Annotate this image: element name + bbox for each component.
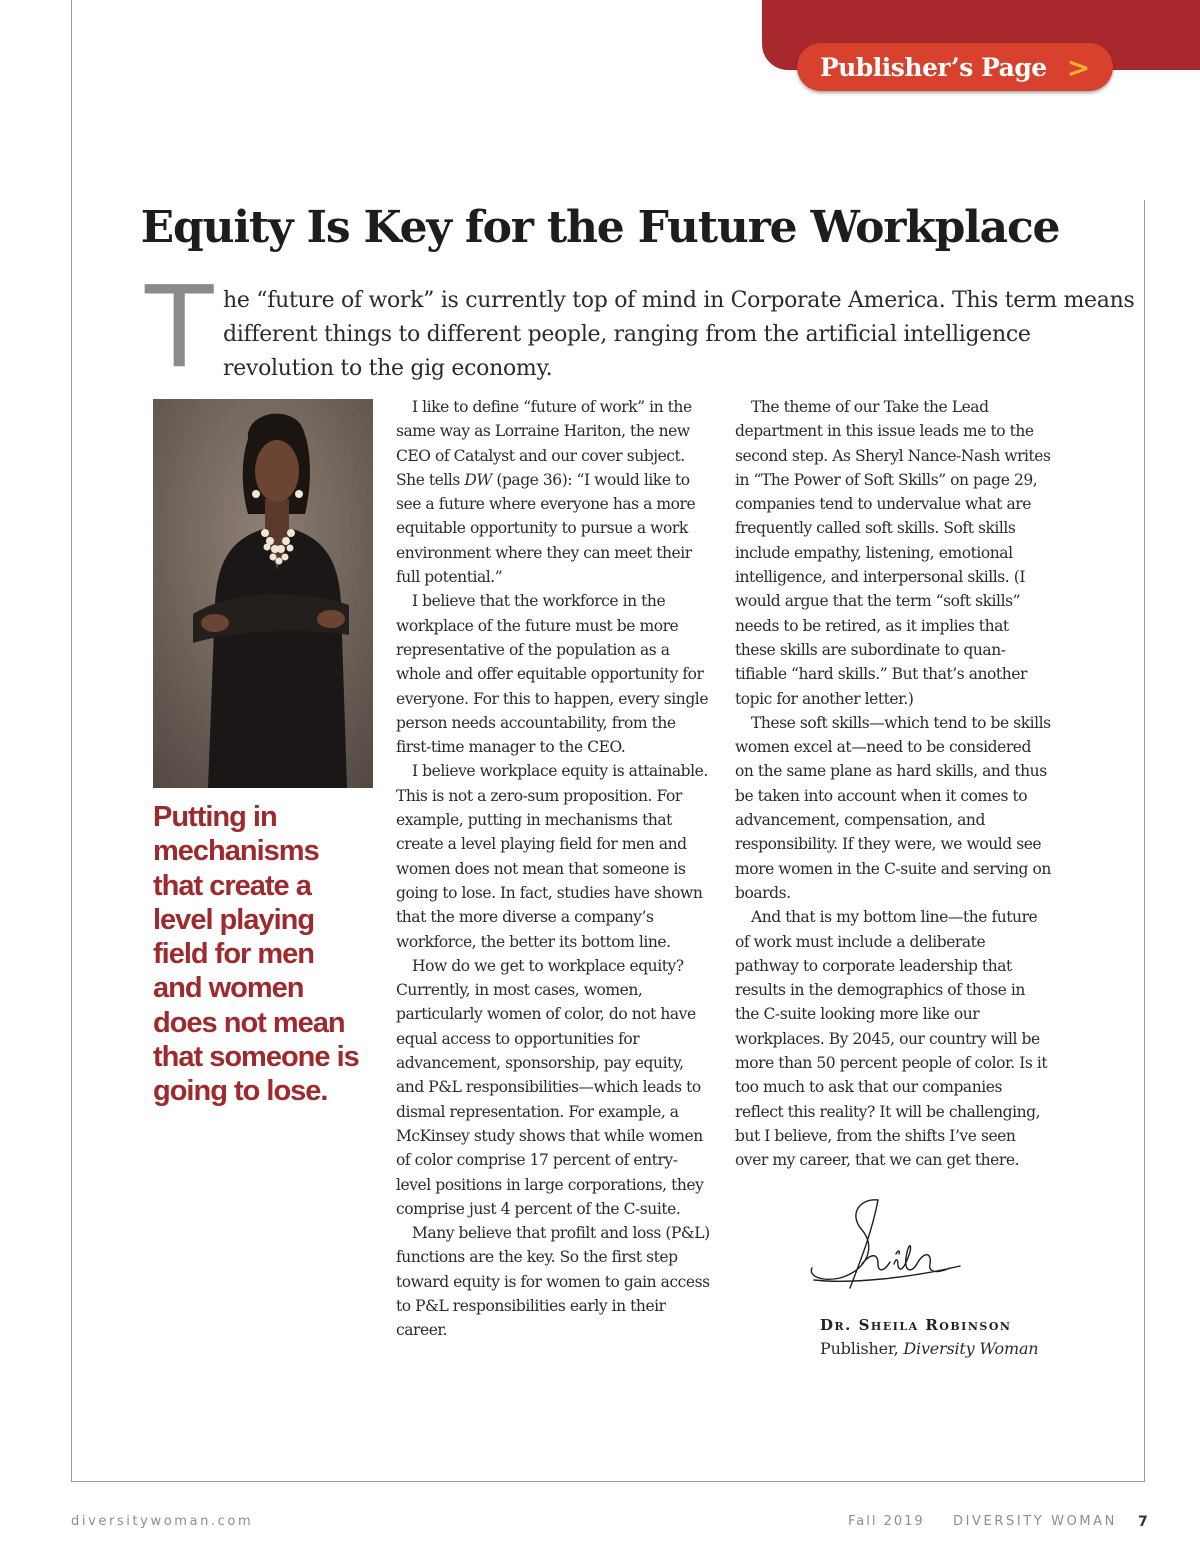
- portrait-illustration: [153, 399, 373, 788]
- article-paragraph: And that is my bottom line—the future of work must include a deliberate pathway to corporate leadership that results in the demographics of those in the C-suite looking more like our workplaces. By 2045, our country will be more than 50 percent people of color. Is it too much to ask that our companies reflect this reality? It will be challenging, but I believe, from the shifts I’ve seen over my career, that we can get there.: [735, 908, 1048, 1170]
- article-headline: Equity Is Key for the Future Workplace: [140, 202, 1060, 253]
- article-paragraph: These soft skills—which tend to be skills women excel at—need to be considered on the same plane as hard skills, and thus be taken into account when it comes to advancement, compensation, and responsibility. If they were, we would see more women in the C-suite and serving on boards.: [735, 713, 1051, 902]
- publisher-photo: [153, 399, 373, 788]
- page-frame-bottom-rule: [71, 1481, 1145, 1482]
- footer-magazine-name: DIVERSITY WOMAN: [953, 1514, 1118, 1529]
- signatory-title: Publisher, Diversity Woman: [820, 1339, 1039, 1358]
- publication-abbreviation: DW: [464, 470, 492, 489]
- chevron-right-icon: >: [1066, 50, 1091, 84]
- article-paragraph: The theme of our Take the Lead department in this issue leads me to the second step. As Sheryl Nance-Nash writes in “The Power of Soft Skills” on page 29, companies tend to undervalue what are frequently called soft skills. Soft skills include empathy, listening, emotional intelligence, and interpersonal skills. (I would argue that the term “soft skills” needs to be retired, as it implies that these skills are subordinate to quantifiable “hard skills.” But that’s another topic for another letter.): [735, 398, 1051, 708]
- section-tab-publishers-page[interactable]: [797, 43, 1113, 91]
- drop-cap: T: [145, 263, 214, 393]
- article-paragraph: How do we get to workplace equity? Currently, in most cases, women, particularly women of color, do not have equal access to opportunities for advancement, sponsorship, pay equity, and P&L responsibilities—which leads to dismal representation. For example, a McKinsey study shows that while women of color comprise 17 percent of entry-level positions in large corporations, they comprise just 4 percent of the C-suite.: [396, 956, 704, 1218]
- article-paragraph: Many believe that profilt and loss (P&L) functions are the key. So the first step toward equity is for women to gain access to P&L responsibilities early in their career.: [396, 1224, 710, 1340]
- article-lead: he “future of work” is currently top of mind in Corporate America. This term means different things to different people, ranging from the artificial intelligence revolution to the gig economy.: [223, 288, 1135, 381]
- article-paragraph: I believe that the workforce in the workplace of the future must be more representative of the population as a whole and offer equitable opportunity for everyone. For this to happen, every single person needs accountability, from the first-time manager to the CEO.: [396, 592, 709, 757]
- footer-issue: Fall 2019: [848, 1514, 925, 1529]
- article-paragraph: I believe workplace equity is attainable. This is not a zero-sum proposition. For example, putting in mechanisms that create a level playing field for men and women does not mean that someone is going to lose. In fact, studies have shown that the more diverse a company’s workforce, the better its bottom line.: [396, 762, 708, 951]
- section-label: Publisher’s Page: [819, 52, 1047, 82]
- article-column-2: [735, 395, 1051, 1173]
- footer-website-link[interactable]: diversitywoman.com: [71, 1514, 254, 1529]
- pull-quote: Putting in mechanisms that create a level playing field for men and women does not mean that someone is going to lose.: [153, 801, 359, 1108]
- article-column-1: [396, 395, 712, 1343]
- page-number: 7: [1138, 1514, 1148, 1530]
- article-paragraph: I like to define “future of work” in the same way as Lorraine Hariton, the new CEO of Catalyst and our cover subject. She tells DW (page 36): “I would like to see a future where everyone has a more equitable opportunity to pursue a work environment where they can meet their full potential.”: [396, 398, 696, 587]
- signatory-name: Dr. Sheila Robinson: [820, 1316, 1012, 1334]
- handwritten-signature: [800, 1192, 965, 1297]
- page-frame-right-rule: [1144, 200, 1145, 1482]
